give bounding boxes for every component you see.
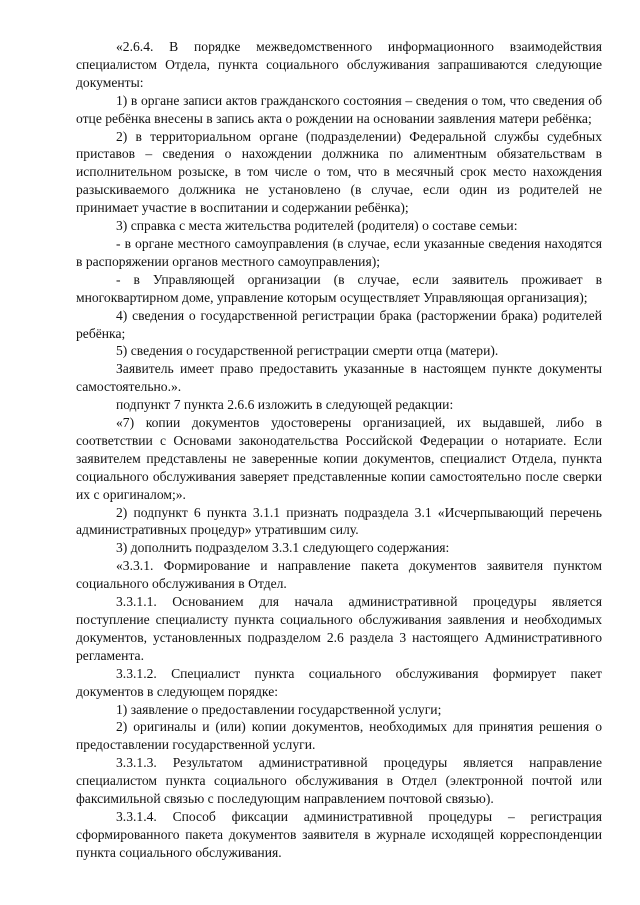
paragraph-item-2-bailiffs: 2) в территориальном органе (подразделении) Федеральной службы судебных приставов – сведения о нахождении должника по алиментным обязательствам в исполнительном розыске, в том числе о том, что в месячный срок место нахождения разыскиваемого должника не установлено (в случае, если один из родителей не принимает участие в воспитании и содержании ребёнка); bbox=[76, 128, 602, 216]
paragraph-3-3-1-4: 3.3.1.4. Способ фиксации административной процедуры – регистрация сформированного пакета документов заявителя в журнале исходящей корреспонденции пункта социального обслуживания. bbox=[76, 808, 602, 860]
paragraph-2-6-4-intro: «2.6.4. В порядке межведомственного информационного взаимодействия специалистом Отдела, пункта социального обслуживания запрашиваются следующие документы: bbox=[76, 39, 602, 90]
paragraph-dash-management-company: - в Управляющей организации (в случае, если заявитель проживает в многоквартирном доме, управление которым осуществляет Управляющая организация); bbox=[76, 271, 602, 305]
paragraph-amendment-3: 3) дополнить подразделом 3.3.1 следующего содержания: bbox=[116, 540, 450, 556]
paragraph-item-3-residence-certificate: 3) справка с места жительства родителей (родителя) о составе семьи: bbox=[116, 218, 518, 234]
paragraph-3-3-1-2: 3.3.1.2. Специалист пункта социального обслуживания формирует пакет документов в следующем порядке: bbox=[76, 665, 602, 699]
paragraph-item-4-marriage: 4) сведения о государственной регистрации брака (расторжении брака) родителей ребёнка; bbox=[76, 307, 602, 341]
paragraph-item-5-death: 5) сведения о государственной регистрации смерти отца (матери). bbox=[116, 343, 499, 359]
paragraph-3-3-1-1: 3.3.1.1. Основанием для начала административной процедуры является поступление специалисту пункта социального обслуживания заявления и необходимых документов, установленных подразделом 2.6 раздела 3 настоящего Административного регламента. bbox=[76, 594, 602, 663]
paragraph-3-3-1-title: «3.3.1. Формирование и направление пакета документов заявителя пунктом социального обслуживания в Отдел. bbox=[76, 558, 602, 592]
paragraph-order-item-1: 1) заявление о предоставлении государственной услуги; bbox=[116, 701, 442, 717]
paragraph-subpoint-7-intro: подпункт 7 пункта 2.6.6 изложить в следующей редакции: bbox=[116, 397, 454, 413]
paragraph-item-1-civil-registry: 1) в органе записи актов гражданского состояния – сведения о том, что сведения об отце ребёнка внесены в запись акта о рождении на основании заявления матери ребёнка; bbox=[76, 92, 602, 126]
paragraph-applicant-right: Заявитель имеет право предоставить указанные в настоящем пункте документы самостоятельно.». bbox=[76, 361, 602, 395]
paragraph-order-item-2: 2) оригиналы и (или) копии документов, необходимых для принятия решения о предоставлении государственной услуги. bbox=[76, 719, 602, 753]
paragraph-subpoint-7-text: «7) копии документов удостоверены организацией, их выдавшей, либо в соответствии с Основами законодательства Российской Федерации о нотариате. Если заявителем представлены не заверенные копии документов, специалист Отдела, пункта социального обслуживания заверяет представленные копии самостоятельно после сверки их с оригиналом;». bbox=[76, 415, 602, 502]
paragraph-dash-local-government: - в органе местного самоуправления (в случае, если указанные сведения находятся в распоряжении органов местного самоуправления); bbox=[76, 235, 602, 269]
paragraph-amendment-2: 2) подпункт 6 пункта 3.1.1 признать подраздела 3.1 «Исчерпывающий перечень административных процедур» утратившим силу. bbox=[76, 504, 602, 538]
paragraph-3-3-1-3: 3.3.1.3. Результатом административной процедуры является направление специалистом пункта социального обслуживания в Отдел (электронной почтой или факсимильной связью с последующим направлением почтовой связью). bbox=[76, 755, 602, 807]
